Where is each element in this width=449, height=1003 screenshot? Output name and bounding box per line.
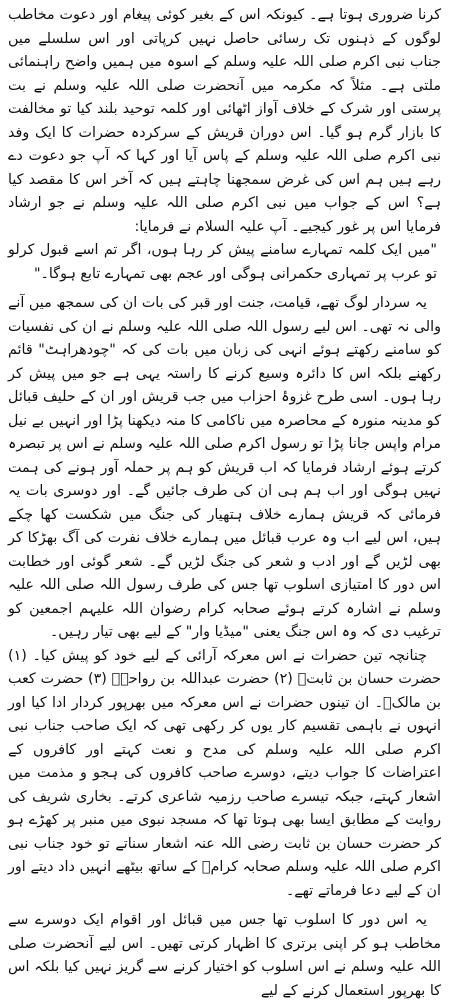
paragraph-media-war: یہ سردار لوگ تھے، قیامت، جنت اور قبر کی بات ان کی سمجھ میں آنے والی نہ تھی۔ اس لیے رسول اللہ صلی اللہ علیہ وسلم نے ان کی نفسیات کو سامنے رکھتے ہوئے انہی کی زبان میں بات کی کہ "چودھراہٹ" قائم رکھنے بلکہ اس کا دائرہ وسیع کرنے کا راستہ یہی ہے جو میں پیش کر رہا ہوں۔ اسی طرح غزوۂ احزاب میں جب قریش اور ان کے حلیف قبائل کو مدینہ منورہ کے محاصرہ میں ناکامی کا منہ دیکھنا پڑا اور انہیں بے نیل مرام واپس جانا پڑا تو رسول اکرم صلی اللہ علیہ وسلم نے اس پر تبصرہ کرتے ہوئے ارشاد فرمایا کہ اب قریش کو ہم پر حملہ آور ہونے کی ہمت نہیں ہوگی اور اب ہم ہی ان کی طرف جائیں گے۔ اور دوسری بات یہ فرمائی کہ قریش ہمارے خلاف ہتھیار کی جنگ میں شکست کھا چکے ہیں، اس لیے اب وہ عرب قبائل میں ہمارے خلاف نفرت کی آگ بھڑکا کر بھی لڑیں گے اور ادب و شعر کی جنگ لڑیں گے۔ شعر گوئی اور خطابت اس دور کا امتیازی اسلوب تھا جس کی طرف رسول اللہ صلی اللہ علیہ وسلم نے اشارہ کرتے ہوئے صحابہ کرام رضوان اللہ علیہم اجمعین کو ترغیب دی کہ وہ اس جنگ یعنی "میڈیا وار" کے لیے بھی تیار رہیں۔ [8,295,441,640]
hadith-quote: "میں ایک کلمہ تمہارے سامنے پیش کر رہا ہوں، اگر تم اسے قبول کرلو تو عرب پر تمہاری حکمرانی ہوگی اور عجم بھی تمہارے تابع ہوگا۔" [8,242,437,282]
paragraph-style-of-era: یہ اس دور کا اسلوب تھا جس میں قبائل اور اقوام ایک دوسرے سے مخاطب ہو کر اپنی برتری کا اظہار کرتی تھیں۔ اس لیے آنحضرت صلی اللہ علیہ وسلم نے اس اسلوب کو اختیار کرنے سے گریز نہیں کیا بلکہ اس کا بھرپور استعمال کرنے کے لیے [8,912,441,999]
paragraph-three-poets: چنانچہ تین حضرات نے اس معرکہ آرائی کے لیے خود کو پیش کیا۔ (۱) حضرت حسان بن ثابتؓ (۲) حضرت عبداللہ بن رواحہؓ (۳) حضرت کعب بن مالکؓ۔ ان تینوں حضرات نے اس معرکہ میں بھرپور کردار ادا کیا اور انہوں نے باہمی تقسیم کار یوں کر رکھی تھی کہ ایک صاحب جناب نبی اکرم صلی اللہ علیہ وسلم کی مدح و نعت کہتے اور کافروں کے اعتراضات کا جواب دیتے، دوسرے صاحب کافروں کی ہجو و مذمت میں اشعار کہتے، جبکہ تیسرے صاحب رزمیہ شاعری کرتے۔ بخاری شریف کی روایت کے مطابق ایسا بھی ہوتا تھا کہ مسجد نبوی میں منبر پر کھڑے ہو کر حضرت حسان بن ثابت رضی اللہ عنہ اشعار سناتے تو خود جناب نبی اکرم صلی اللہ علیہ وسلم صحابہ کرامؓ کے ساتھ بیٹھے انہیں داد دیتے اور ان کے لیے دعا فرماتے تھے۔ [8,647,442,899]
paragraph-quraysh-delegation: کرنا ضروری ہوتا ہے۔ کیونکہ اس کے بغیر کوئی پیغام اور دعوت مخاطب لوگوں کے ذہنوں تک رسائی حاصل نہیں کرپاتی اور اس سلسلے میں جناب نبی اکرم صلی اللہ علیہ وسلم کے اسوہ میں ہمیں واضح راہنمائی ملتی ہے۔ مثلاً کہ مکرمہ میں آنحضرت صلی اللہ علیہ وسلم نے بت پرستی اور شرک کے خلاف آواز اٹھائی اور کلمہ توحید بلند کیا تو مخالفت کا بازار گرم ہو گیا۔ اس دوران قریش کے سرکردہ حضرات کا ایک وفد نبی اکرم صلی اللہ علیہ وسلم کے پاس آیا اور کہا کہ آپ جو دعوت دے رہے ہیں ہم اس کی غرض سمجھنا چاہتے ہیں کہ آخر اس کا مقصد کیا ہے؟ اس کے جواب میں نبی اکرم صلی اللہ علیہ وسلم نے جو ارشاد فرمایا اس پر غور کیجیے۔ آپ علیہ السلام نے فرمایا: [8,7,441,235]
